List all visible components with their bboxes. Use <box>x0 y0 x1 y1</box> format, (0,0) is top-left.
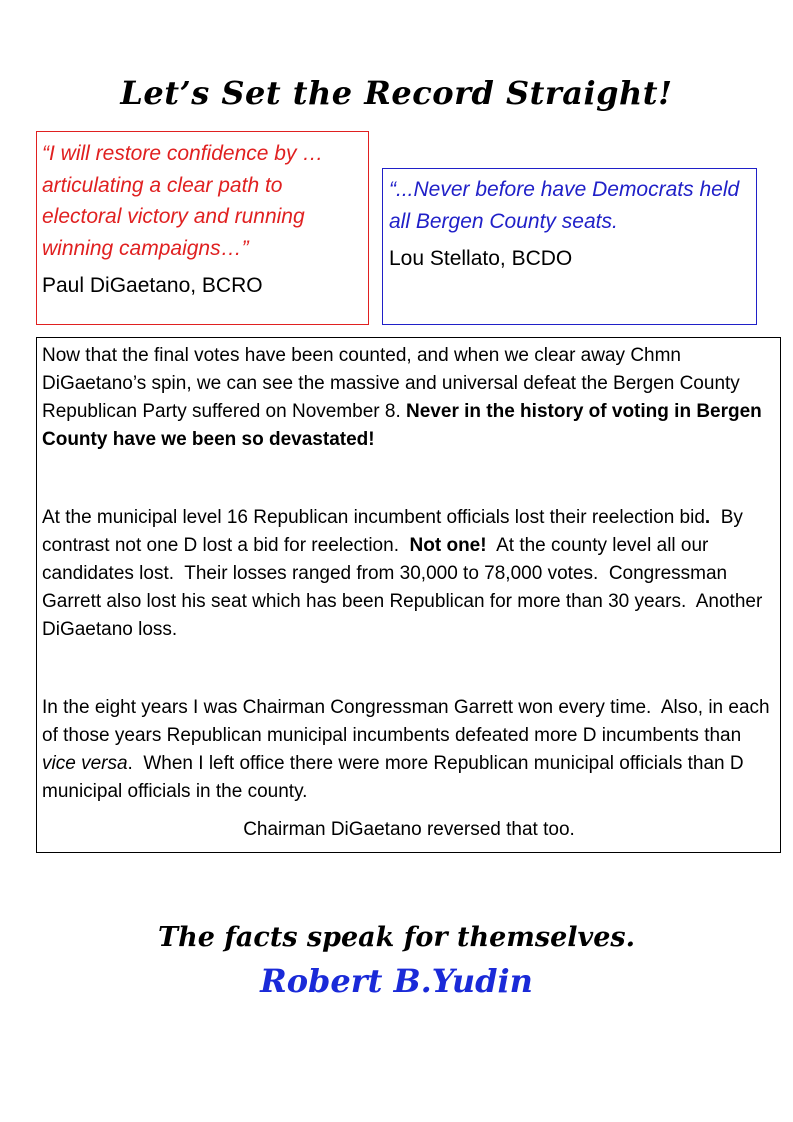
paragraph-defeat-emphasis: Never in the history of voting in Bergen County have we been so devastated! <box>42 401 762 450</box>
paragraph-chairman-years <box>42 694 776 806</box>
paragraph-municipal-text-2: By contrast not one D lost a bid for reelection. <box>42 507 749 556</box>
paragraph-municipal-period: . <box>704 507 711 528</box>
page-title: Let’s Set the Record Straight! <box>120 74 673 112</box>
paragraph-defeat-text: Now that the final votes have been counted, and when we clear away Chmn DiGaetano’s spin, we can see the massive and universal defeat the Bergen County Republican Party suffered on November 8. <box>42 345 740 422</box>
body-text-box <box>36 337 781 853</box>
signature-name: Robert B.Yudin <box>260 962 533 1000</box>
quote-attribution-stellato: Lou Stellato, BCDO <box>389 247 573 270</box>
signoff-line: The facts speak for themselves. <box>158 922 635 953</box>
quote-box-stellato <box>382 168 757 325</box>
quote-attribution-digaetano: Paul DiGaetano, BCRO <box>42 274 263 297</box>
quote-text-digaetano: “I will restore confidence by … articulating a clear path to electoral victory and running winning campaigns…” <box>42 142 324 260</box>
paragraph-municipal-emphasis: Not one! <box>409 535 487 556</box>
paragraph-municipal <box>42 504 776 644</box>
paragraph-chairman-text-1: In the eight years I was Chairman Congressman Garrett won every time. Also, in each of those years Republican municipal incumbents defeated more D incumbents than <box>42 697 775 746</box>
paragraph-municipal-text-1: At the municipal level 16 Republican incumbent officials lost their reelection bid <box>42 507 705 528</box>
paragraph-defeat <box>42 342 776 454</box>
closing-line: Chairman DiGaetano reversed that too. <box>243 819 575 840</box>
paragraph-chairman-text-2: . When I left office there were more Republican municipal officials than D municipal officials in the county. <box>42 753 749 802</box>
paragraph-municipal-text-3: At the county level all our candidates lost. Their losses ranged from 30,000 to 78,000 votes. Congressman Garrett also lost his seat which has been Republican for more than 30 years. Another DiGaetano loss. <box>42 535 768 640</box>
quote-box-digaetano <box>36 131 369 325</box>
paragraph-chairman-italic: vice versa <box>42 753 128 774</box>
quote-text-stellato: “...Never before have Democrats held all Bergen County seats. <box>389 178 740 233</box>
